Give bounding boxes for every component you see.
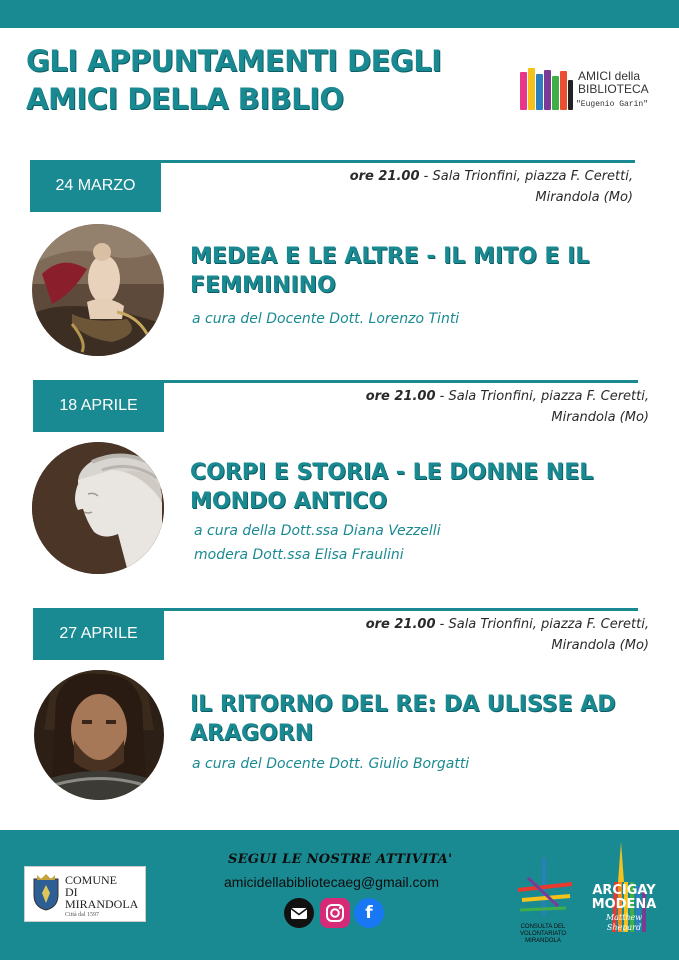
- event-curator-line2: modera Dott.ssa Elisa Fraulini: [194, 547, 404, 563]
- event-time: ore 21.00: [349, 169, 420, 184]
- event-curator: [192, 307, 632, 331]
- event-curator-line1: a cura della Dott.ssa Diana Vezzelli: [194, 523, 441, 539]
- arcigay-text-line3: Matthew Shepard: [605, 913, 643, 932]
- consulta-text-line1: CONSULTA DEL: [520, 924, 566, 930]
- event-title-line2: ARAGORN: [190, 721, 314, 746]
- event-time: ore 21.00: [365, 389, 436, 404]
- event-title-line2: MONDO ANTICO: [190, 489, 388, 514]
- instagram-icon[interactable]: [320, 898, 350, 928]
- event-date-badge: 24 MARZO: [30, 160, 161, 212]
- logo-text-line2: BIBLIOTECA: [578, 82, 649, 96]
- event-time: ore 21.00: [365, 617, 436, 632]
- arcigay-modena-logo: [588, 842, 660, 942]
- event-title: [190, 690, 650, 748]
- logo-text-line3: "Eugenio Garin": [576, 100, 649, 109]
- comune-text-line4: Città dal 1597: [65, 912, 99, 918]
- amici-biblioteca-logo: [520, 66, 650, 116]
- aragorn-portrait-image: [34, 670, 164, 800]
- event-date-badge: 27 APRILE: [33, 608, 164, 660]
- top-band: [0, 0, 679, 28]
- comune-text-line1: COMUNE: [65, 873, 118, 887]
- event-title-line1: MEDEA E LE ALTRE - IL MITO E IL: [190, 244, 590, 269]
- event-venue: - Sala Trionfini, piazza F. Ceretti,: [435, 617, 649, 632]
- event-date-badge: 18 APRILE: [33, 380, 164, 432]
- facebook-icon[interactable]: f: [354, 898, 384, 928]
- event-title-line2: FEMMININO: [190, 273, 336, 298]
- comune-text-line2: DI: [65, 885, 78, 899]
- page-title-line2: AMICI DELLA BIBLIO: [26, 82, 344, 116]
- logo-text-line1: AMICI della: [578, 69, 641, 83]
- event-place: [273, 166, 633, 208]
- event-place: [289, 614, 649, 656]
- greek-statue-image: [32, 442, 164, 574]
- event-title: [190, 242, 650, 300]
- crest-icon: [31, 873, 61, 911]
- event-title: [190, 458, 650, 516]
- comune-mirandola-logo: [24, 866, 146, 922]
- event-venue: - Sala Trionfini, piazza F. Ceretti,: [419, 169, 633, 184]
- consulta-text-line3: MIRANDOLA: [525, 938, 561, 944]
- page-title: [26, 42, 506, 118]
- event-city: Mirandola (Mo): [535, 190, 633, 205]
- event-curator-line1: a cura del Docente Dott. Lorenzo Tinti: [192, 311, 460, 327]
- page-title-line1: GLI APPUNTAMENTI DEGLI: [26, 44, 442, 78]
- books-icon: [520, 68, 574, 110]
- event-venue: - Sala Trionfini, piazza F. Ceretti,: [435, 389, 649, 404]
- event-curator: [194, 519, 634, 567]
- consulta-hand-icon: [508, 856, 578, 922]
- consulta-text: [508, 924, 578, 945]
- arcigay-text-line1: ARCIGAY: [592, 883, 656, 898]
- event-curator-line1: a cura del Docente Dott. Giulio Borgatti: [192, 756, 470, 772]
- email-address[interactable]: amicidellabibliotecaeg@gmail.com: [224, 874, 439, 890]
- arcigay-text-line2: MODENA: [591, 897, 657, 912]
- event-title-line1: IL RITORNO DEL RE: DA ULISSE AD: [190, 692, 616, 717]
- event-city: Mirandola (Mo): [551, 410, 649, 425]
- follow-label: SEGUI LE NOSTRE ATTIVITA': [228, 852, 453, 867]
- event-curator: [192, 752, 632, 776]
- consulta-volontariato-logo: [508, 856, 578, 946]
- consulta-text-line2: VOLONTARIATO: [519, 931, 566, 937]
- event-place: [289, 386, 649, 428]
- medea-painting-image: [32, 224, 164, 356]
- comune-text-line3: MIRANDOLA: [65, 897, 139, 911]
- footer: [0, 830, 679, 960]
- event-city: Mirandola (Mo): [551, 638, 649, 653]
- event-title-line1: CORPI E STORIA - LE DONNE NEL: [190, 460, 594, 485]
- mail-icon[interactable]: [284, 898, 314, 928]
